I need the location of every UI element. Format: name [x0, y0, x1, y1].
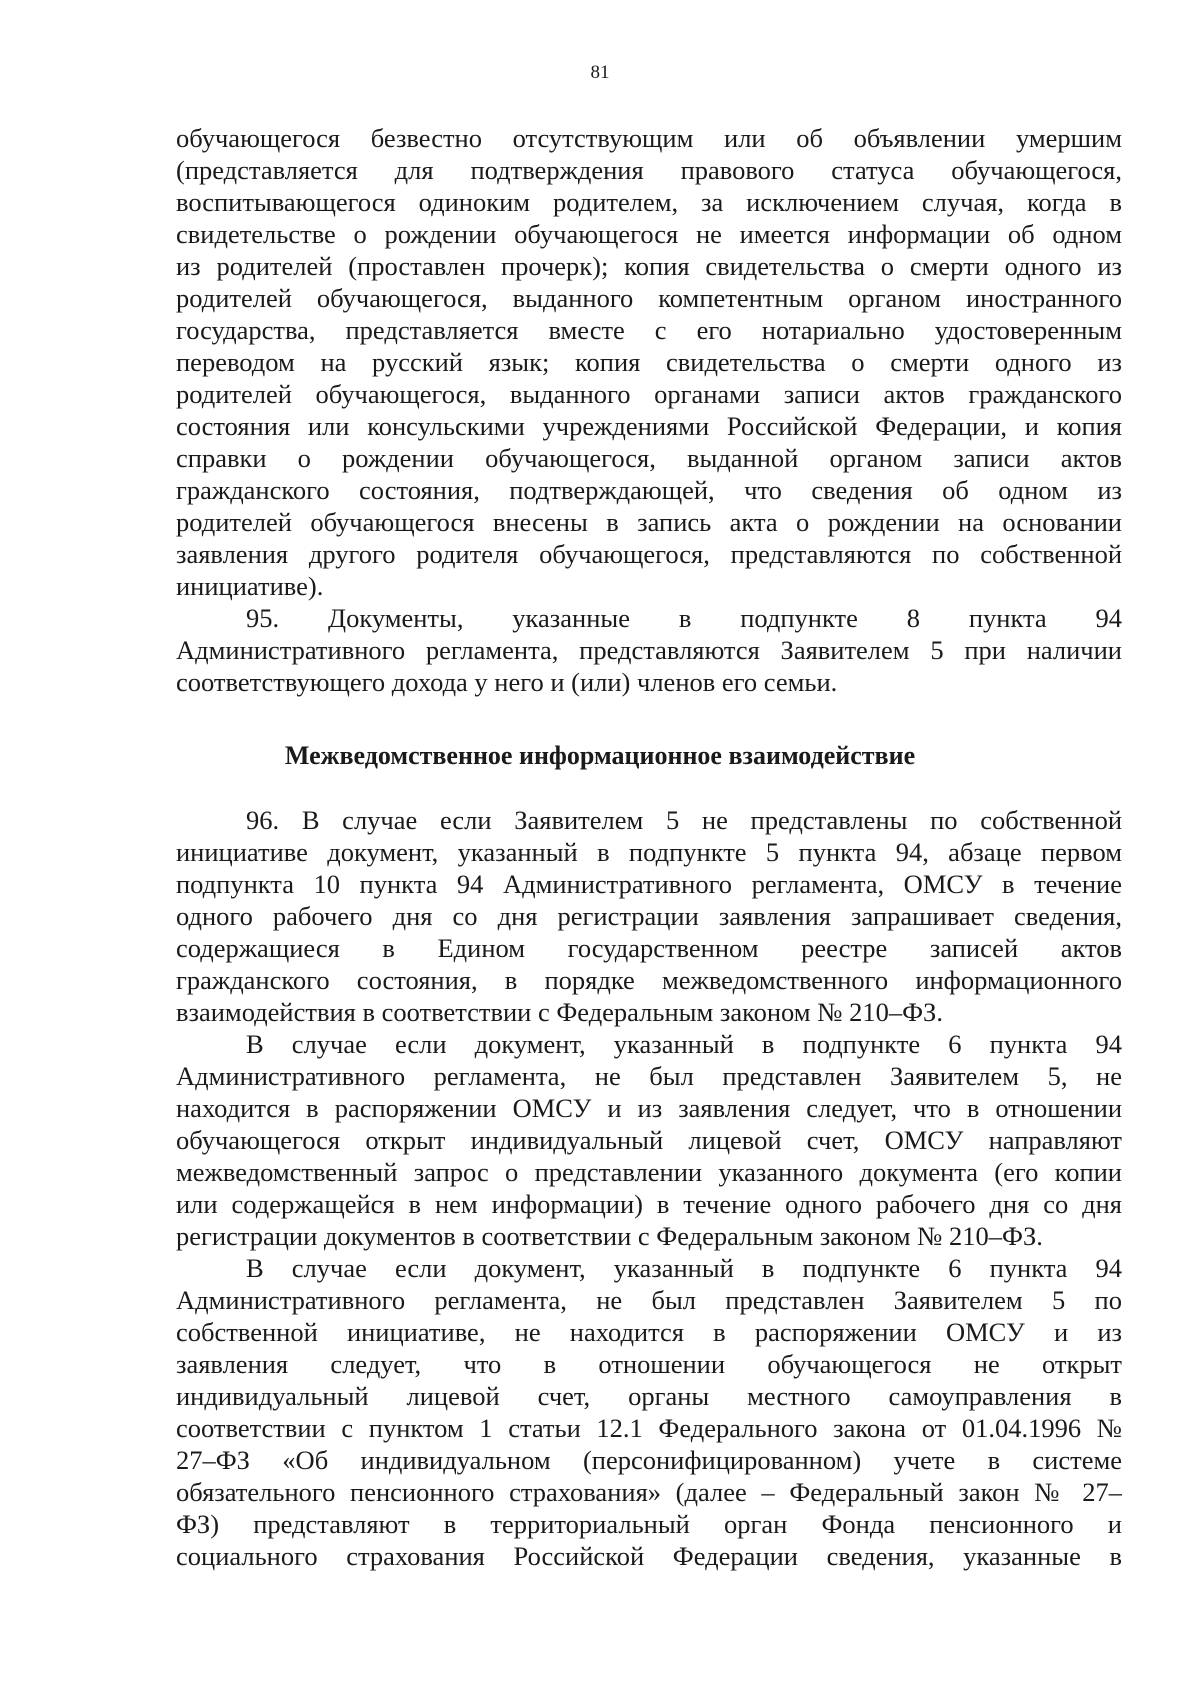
- text-line: заявления следует, что в отношении обучающегося не открыт: [176, 1349, 1122, 1379]
- paragraph-95-first-line: 95. Документы, указанные в подпункте 8 пункта 94: [246, 603, 1122, 633]
- text-line: одного рабочего дня со дня регистрации заявления запрашивает сведения,: [176, 901, 1122, 931]
- text-line: инициативе).: [176, 571, 324, 601]
- text-line: межведомственный запрос о представлении указанного документа (его копии: [176, 1157, 1122, 1187]
- text-line: Административного регламента, не был представлен Заявителем 5 по: [176, 1285, 1122, 1315]
- text-line: содержащиеся в Едином государственном реестре записей актов: [176, 933, 1122, 963]
- paragraph-first-line: В случае если документ, указанный в подпункте 6 пункта 94: [246, 1253, 1122, 1283]
- text-line: Административного регламента, представляются Заявителем 5 при наличии: [176, 635, 1122, 665]
- text-line: обучающегося открыт индивидуальный лицевой счет, ОМСУ направляют: [176, 1125, 1122, 1155]
- text-line: Административного регламента, не был представлен Заявителем 5, не: [176, 1061, 1122, 1091]
- text-line: переводом на русский язык; копия свидетельства о смерти одного из: [176, 347, 1122, 377]
- text-line: (представляется для подтверждения правового статуса обучающегося,: [176, 155, 1122, 185]
- paragraph-96-first-line: 96. В случае если Заявителем 5 не представлены по собственной: [246, 805, 1122, 835]
- text-line: обязательного пенсионного страхования» (далее – Федеральный закон № 27–: [176, 1477, 1122, 1507]
- text-line: обучающегося безвестно отсутствующим или об объявлении умершим: [176, 123, 1122, 153]
- text-line: родителей обучающегося, выданного органами записи актов гражданского: [176, 379, 1122, 409]
- text-line: заявления другого родителя обучающегося, представляются по собственной: [176, 539, 1122, 569]
- text-line: гражданского состояния, в порядке межведомственного информационного: [176, 965, 1122, 995]
- text-line: взаимодействия в соответствии с Федеральным законом № 210–ФЗ.: [176, 997, 943, 1027]
- text-line: регистрации документов в соответствии с Федеральным законом № 210–ФЗ.: [176, 1221, 1043, 1251]
- page-number: 81: [590, 62, 610, 83]
- text-line: социального страхования Российской Федерации сведения, указанные в: [176, 1541, 1122, 1571]
- text-line: находится в распоряжении ОМСУ и из заявления следует, что в отношении: [176, 1093, 1122, 1123]
- text-line: индивидуальный лицевой счет, органы местного самоуправления в: [176, 1381, 1122, 1411]
- text-line: свидетельстве о рождении обучающегося не имеется информации об одном: [176, 219, 1122, 249]
- text-line: из родителей (проставлен прочерк); копия свидетельства о смерти одного из: [176, 251, 1122, 281]
- text-line: или содержащейся в нем информации) в течение одного рабочего дня со дня: [176, 1189, 1122, 1219]
- paragraph-first-line: В случае если документ, указанный в подпункте 6 пункта 94: [246, 1029, 1122, 1059]
- text-line: ФЗ) представляют в территориальный орган Фонда пенсионного и: [176, 1509, 1122, 1539]
- text-line: 27–ФЗ «Об индивидуальном (персонифицированном) учете в системе: [176, 1445, 1122, 1475]
- text-line: родителей обучающегося, выданного компетентным органом иностранного: [176, 283, 1122, 313]
- text-line: воспитывающегося одиноким родителем, за исключением случая, когда в: [176, 187, 1122, 217]
- text-line: собственной инициативе, не находится в распоряжении ОМСУ и из: [176, 1317, 1122, 1347]
- text-line: соответствующего дохода у него и (или) членов его семьи.: [176, 667, 838, 697]
- text-line: подпункта 10 пункта 94 Административного регламента, ОМСУ в течение: [176, 869, 1122, 899]
- text-line: состояния или консульскими учреждениями Российской Федерации, и копия: [176, 411, 1122, 441]
- text-line: гражданского состояния, подтверждающей, что сведения об одном из: [176, 475, 1122, 505]
- text-line: соответствии с пунктом 1 статьи 12.1 Федерального закона от 01.04.1996 №: [176, 1413, 1122, 1443]
- text-line: государства, представляется вместе с его нотариально удостоверенным: [176, 315, 1122, 345]
- text-line: инициативе документ, указанный в подпункте 5 пункта 94, абзаце первом: [176, 837, 1122, 867]
- section-heading: Межведомственное информационное взаимодействие: [284, 741, 916, 770]
- text-line: родителей обучающегося внесены в запись акта о рождении на основании: [176, 507, 1122, 537]
- text-line: справки о рождении обучающегося, выданной органом записи актов: [176, 443, 1122, 473]
